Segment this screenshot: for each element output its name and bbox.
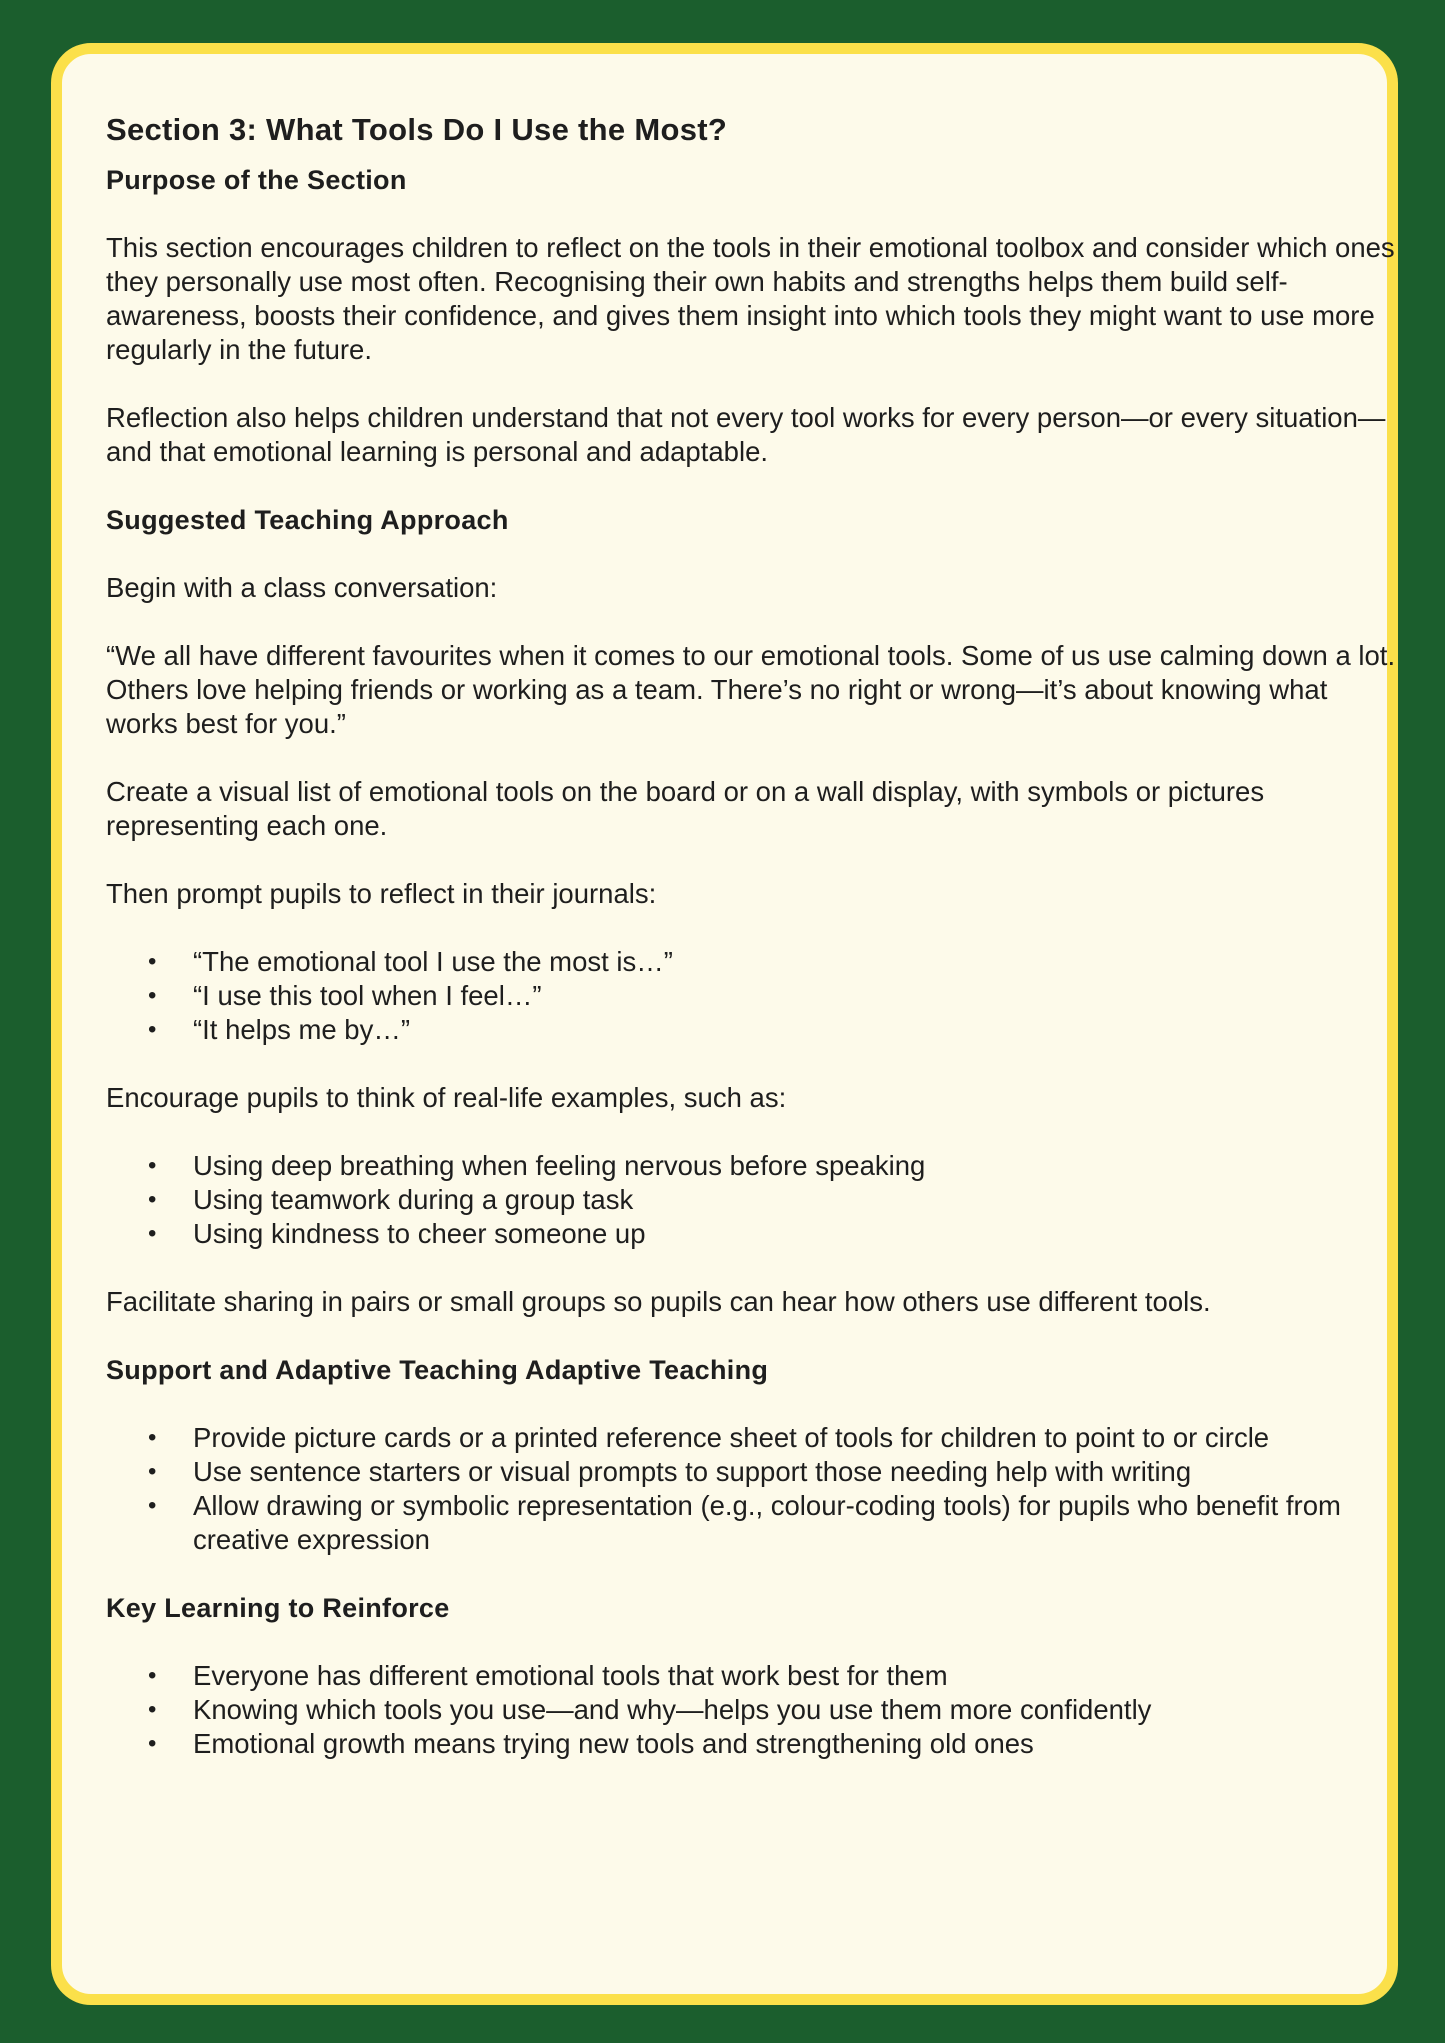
approach-examples-intro: Encourage pupils to think of real-life examples, such as: xyxy=(106,1082,787,1113)
purpose-paragraph-2: Reflection also helps children understand that not every tool works for every person—or every situation—and that emotional learning is personal and adaptable. xyxy=(106,402,1386,467)
list-item: • Emotional growth means trying new tools and strengthening old ones xyxy=(193,1727,1406,1761)
document-content xyxy=(106,110,1406,1761)
purpose-paragraph-1: This section encourages children to reflect on the tools in their emotional toolbox and consider which ones they personally use most often. Recognising their own habits and strengths helps them build self-awareness, boosts their confidence, and gives them insight into which tools they might want to use more regularly in the future. xyxy=(106,232,1395,365)
page-title: Section 3: What Tools Do I Use the Most? xyxy=(106,112,728,147)
list-item: • Provide picture cards or a printed reference sheet of tools for children to point to or circle xyxy=(193,1421,1406,1455)
approach-visual-list: Create a visual list of emotional tools on the board or on a wall display, with symbols or pictures representing each one. xyxy=(106,776,1265,841)
examples-list xyxy=(106,1149,1406,1251)
purpose-heading: Purpose of the Section xyxy=(106,165,407,195)
approach-sharing: Facilitate sharing in pairs or small groups so pupils can hear how others use different tools. xyxy=(106,1286,1211,1317)
list-item: • Knowing which tools you use—and why—helps you use them more confidently xyxy=(193,1693,1406,1727)
support-list xyxy=(106,1421,1406,1557)
support-heading: Support and Adaptive Teaching Adaptive Teaching xyxy=(106,1355,769,1385)
approach-journal-prompt: Then prompt pupils to reflect in their journals: xyxy=(106,878,657,909)
list-item: • Using teamwork during a group task xyxy=(193,1183,1406,1217)
list-item: • “The emotional tool I use the most is…” xyxy=(193,945,1406,979)
document-card xyxy=(51,43,1398,2005)
list-item: • Everyone has different emotional tools that work best for them xyxy=(193,1659,1406,1693)
approach-heading: Suggested Teaching Approach xyxy=(106,505,509,535)
key-learning-list xyxy=(106,1659,1406,1761)
journal-prompt-list xyxy=(106,945,1406,1047)
list-item: • Using deep breathing when feeling nervous before speaking xyxy=(193,1149,1406,1183)
list-item: • Using kindness to cheer someone up xyxy=(193,1217,1406,1251)
approach-quote: “We all have different favourites when it comes to our emotional tools. Some of us use calming down a lot. Others love helping friends or working as a team. There’s no right or wrong—it’s about knowing what works best for you.” xyxy=(106,640,1396,739)
approach-intro: Begin with a class conversation: xyxy=(106,572,498,603)
key-learning-heading: Key Learning to Reinforce xyxy=(106,1593,450,1623)
list-item: • Use sentence starters or visual prompts to support those needing help with writing xyxy=(193,1455,1406,1489)
list-item: • “I use this tool when I feel…” xyxy=(193,979,1406,1013)
list-item: • “It helps me by…” xyxy=(193,1013,1406,1047)
list-item: • Allow drawing or symbolic representation (e.g., colour-coding tools) for pupils who benefit from creative expression xyxy=(193,1489,1406,1557)
